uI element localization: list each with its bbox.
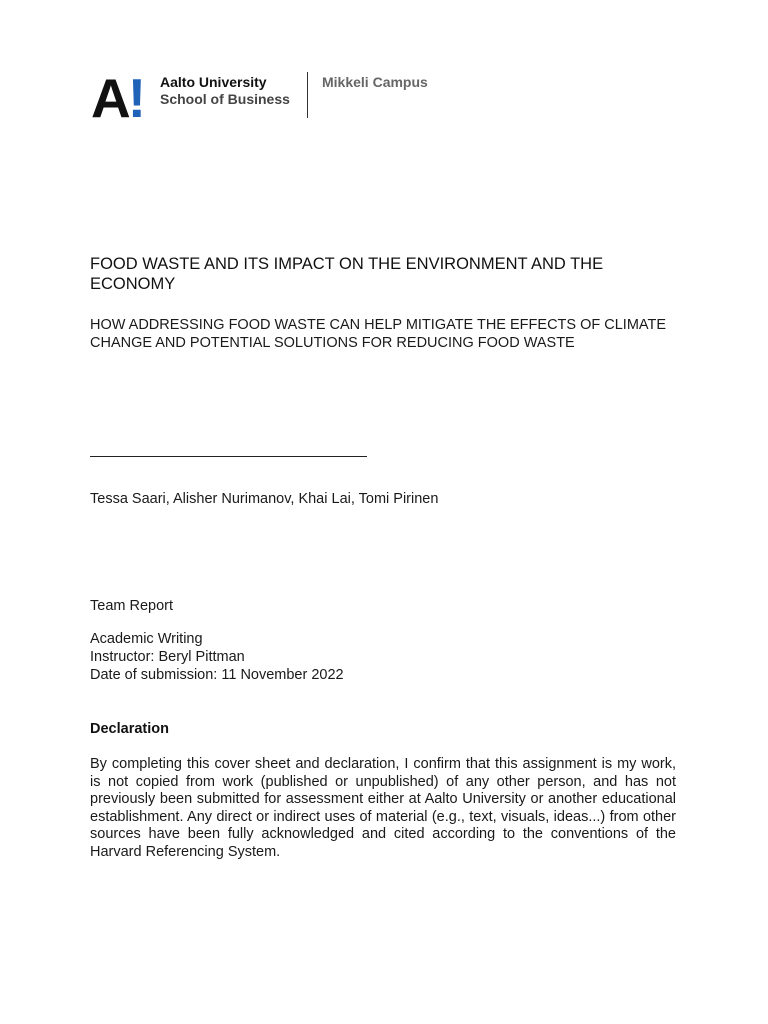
report-title: FOOD WASTE AND ITS IMPACT ON THE ENVIRONMENT AND THE ECONOMY	[90, 255, 604, 293]
campus-name: Mikkeli Campus	[322, 74, 428, 90]
declaration-heading: Declaration	[90, 721, 169, 737]
report-type: Team Report	[90, 598, 174, 614]
course-name: Academic Writing	[90, 631, 203, 647]
declaration-text: By completing this cover sheet and declaration, I confirm that this assignment is my work, is not copied from work (published or unpublished) of any other person, and has not previously been submitted for assessment either at Aalto University or another educational establishment. Any direct or indirect uses of material (e.g., text, visuals, ideas...) from other sources have been fully acknowledged and cited according to the conventions of the Harvard Referencing System.	[90, 756, 676, 860]
logo-divider	[307, 72, 308, 118]
aalto-logo-mark	[91, 67, 144, 129]
logo-exclamation: !	[127, 67, 144, 129]
divider-line	[90, 456, 367, 457]
school-name: School of Business	[160, 91, 290, 107]
university-name: Aalto University	[160, 74, 267, 90]
report-subtitle: HOW ADDRESSING FOOD WASTE CAN HELP MITIGATE THE EFFECTS OF CLIMATE CHANGE AND POTENTIAL SOLUTIONS FOR REDUCING FOOD WASTE	[90, 317, 667, 351]
instructor: Instructor: Beryl Pittman	[90, 649, 245, 665]
submission-date: Date of submission: 11 November 2022	[90, 667, 344, 683]
logo-letter: A	[91, 67, 128, 129]
author-list: Tessa Saari, Alisher Nurimanov, Khai Lai, Tomi Pirinen	[90, 491, 439, 507]
logo-wordmark	[160, 74, 290, 108]
